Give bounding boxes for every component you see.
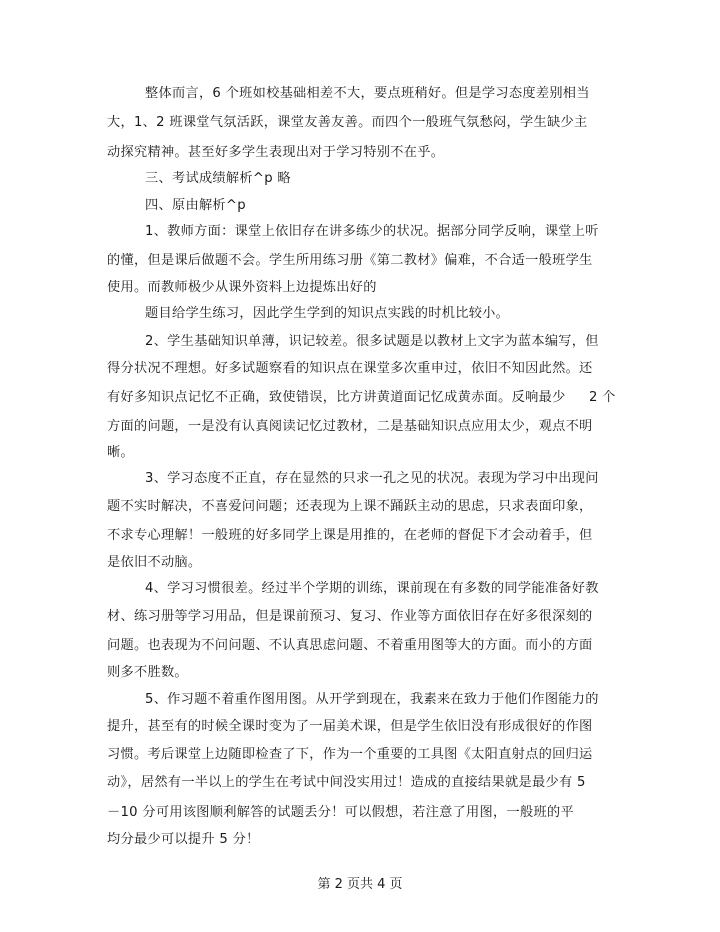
- paragraph-line: －10 分可用该图顺利解答的试题丢分！可以假想，若注意了用图，一般班的平: [107, 805, 574, 820]
- paragraph-line: 动探究精神。甚至好多学生表现出对于学习特别不在乎。: [107, 145, 445, 160]
- paragraph-line: 则多不胜数。: [107, 665, 188, 680]
- paragraph-line: 题不实时解决，不喜爱问问题；还表现为上课不踊跃主动的思虑，只求表面印象，: [107, 499, 593, 514]
- paragraph-line: 晰。: [107, 445, 134, 460]
- paragraph-line-fragment: 2 个: [589, 390, 616, 405]
- paragraph-line: 提升，甚至有的时候全课时变为了一届美术课，但是学生依旧没有形成很好的作图: [107, 719, 593, 734]
- paragraph-line: 得分状况不理想。好多试题察看的知识点在课堂多次重申过，依旧不知因此然。还: [107, 361, 593, 376]
- paragraph-line: 的懂，但是课后做题不会。学生所用练习册《第二教材》偏难，不合适一般班学生: [107, 253, 593, 268]
- paragraph-line: 4、学习习惯很差。经过半个学期的训练，课前现在有多数的同学能准备好教: [145, 581, 599, 596]
- paragraph-line: 习惯。考后课堂上边随即检查了下，作为一个重要的工具图《太阳直射点的回归运: [107, 747, 593, 762]
- page-number-footer: 第 2 页共 4 页: [317, 877, 403, 892]
- paragraph-line: 不求专心理解！一般班的好多同学上课是用推的，在老师的督促下才会动着手，但: [107, 528, 593, 543]
- paragraph-line: 材、练习册等学习用品，但是课前预习、复习、作业等方面依旧存在好多很深刻的: [107, 609, 593, 624]
- paragraph-line: 有好多知识点记忆不正确，致使错误，比方讲黄道面记忆成黄赤面。反响最少: [107, 390, 566, 405]
- paragraph-line: 使用。而教师极少从课外资料上边提炼出好的: [107, 280, 377, 295]
- paragraph-line: 整体而言，6 个班如校基础相差不大，要点班稍好。但是学习态度差别相当: [145, 86, 590, 101]
- paragraph-line: 动》，居然有一半以上的学生在考试中间没实用过！造成的直接结果就是最少有 5: [107, 775, 586, 790]
- paragraph-line: 大，1、2 班课堂气氛活跃，课堂友善友善。而四个一般班气氛愁闷，学生缺少主: [107, 115, 588, 130]
- paragraph-line: 5、作习题不着重作图用图。从开学到现在，我素来在致力于他们作图能力的: [145, 692, 599, 707]
- paragraph-line: 3、学习态度不正直，存在显然的只求一孔之见的状况。表现为学习中出现问: [145, 471, 599, 486]
- paragraph-line: 均分最少可以提升 5 分！: [107, 832, 260, 847]
- paragraph-line: 题目给学生练习，因此学生学到的知识点实践的时机比较小。: [145, 306, 510, 321]
- section-heading: 三、考试成绩解析^p 略: [145, 171, 291, 186]
- paragraph-line: 是依旧不动脑。: [107, 555, 202, 570]
- paragraph-line: 方面的问题，一是没有认真阅读记忆过教材，二是基础知识点应用太少，观点不明: [107, 419, 593, 434]
- paragraph-line: 问题。也表现为不问问题、不认真思虑问题、不着重用图等大的方面。而小的方面: [107, 638, 593, 653]
- paragraph-line: 1、教师方面：课堂上依旧存在讲多练少的状况。据部分同学反响，课堂上听: [145, 224, 599, 239]
- section-heading: 四、原由解析^p: [145, 198, 246, 213]
- paragraph-line: 2、学生基础知识单薄，识记较差。很多试题是以教材上文字为蓝本编写，但: [145, 334, 599, 349]
